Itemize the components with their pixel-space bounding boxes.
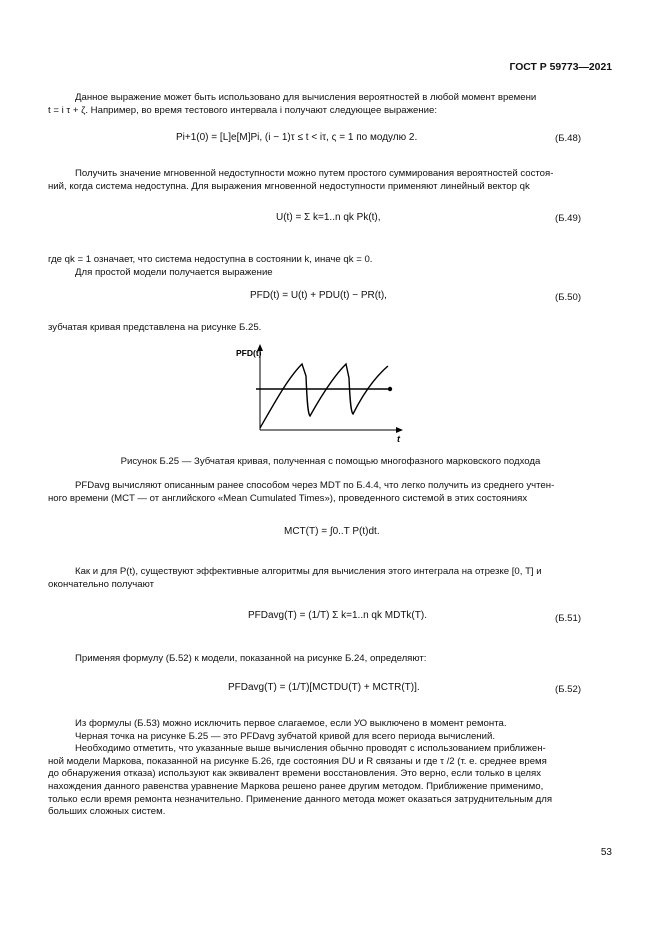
text-line: Данное выражение может быть использовано для вычисления вероятностей в любой момент времени: [75, 92, 537, 103]
average-point: [388, 387, 392, 391]
equation-text: PFD(t) = U(t) + PDU(t) − PR(t),: [250, 290, 387, 301]
equation-number-b48: (Б.48): [555, 133, 582, 144]
equation-text: MCT(T) = ∫0..T P(t)dt.: [284, 526, 380, 537]
text-line: Получить значение мгновенной недоступности можно путем простого суммирования вероятностей состоя-: [75, 168, 554, 179]
text-line: только если время ремонта незначительно. Применение данного метода может оказаться затруднительным для: [48, 793, 553, 805]
equation-text: PFDavg(T) = (1/T)[MCTDU(T) + MCTR(T)].: [228, 682, 420, 693]
equation-text: Pi+1(0) = [L]e[M]Pi, (i − 1)τ ≤ t < iτ, ς = 1 по модулю 2.: [176, 132, 418, 143]
document-header: ГОСТ Р 59773—2021: [509, 62, 612, 73]
equation-mct: [284, 526, 380, 537]
equation-b51: [248, 610, 427, 621]
equation-text: U(t) = Σ k=1..n qk Pk(t),: [276, 212, 381, 223]
paragraph-sawtooth-ref: зубчатая кривая представлена на рисунке Б.25.: [48, 322, 262, 333]
text-line: больших сложных систем.: [48, 806, 166, 818]
text-line: Как и для P(t), существуют эффективные алгоритмы для вычисления этого интеграла на отрезке [0, T] и: [75, 566, 542, 577]
text-line: t = i τ + ζ. Например, во время тестового интервала i получают следующее выражение:: [48, 104, 438, 116]
paragraph-unavailability: [48, 168, 614, 193]
equation-number-b49: (Б.49): [555, 213, 582, 224]
text-line: ной модели Маркова, показанной на рисунке Б.26, где состояния DU и R связаны и где τ /2 (т. е. среднее время: [48, 755, 547, 767]
equation-number-b51: (Б.51): [555, 613, 582, 624]
paragraph-algorithms: [48, 566, 614, 591]
equation-b48: [176, 132, 417, 143]
paragraph-pfdavg: [48, 480, 614, 505]
paragraph-apply-formula: Применяя формулу (Б.52) к модели, показанной на рисунке Б.24, определяют:: [75, 653, 427, 664]
text-line: Из формулы (Б.53) можно исключить первое слагаемое, если УО выключено в момент ремонта.: [75, 718, 507, 729]
text-line: до обнаружения отказа) используют как эквивалент времени восстановления. Это верно, если только в целях: [48, 768, 542, 780]
text-line: Черная точка на рисунке Б.25 — это PFDavg зубчатой кривой для всего периода вычислений.: [75, 730, 495, 742]
page-number: 53: [600, 847, 612, 858]
x-axis-arrow: [396, 427, 403, 433]
equation-number-b52: (Б.52): [555, 684, 582, 695]
equation-number-b50: (Б.50): [555, 292, 582, 303]
paragraph-qk-meaning: где qk = 1 означает, что система недоступна в состоянии k, иначе qk = 0.: [48, 254, 373, 265]
y-axis-label: PFD(t): [236, 348, 262, 358]
paragraph-conclusion: [48, 718, 614, 819]
equation-text: PFDavg(T) = (1/T) Σ k=1..n qk MDTk(T).: [248, 610, 427, 621]
sawtooth-figure: [236, 340, 410, 446]
text-line: Необходимо отметить, что указанные выше вычисления обычно проводят с использованием приближен-: [75, 743, 546, 755]
paragraph-intro: [48, 92, 614, 117]
text-line: PFDavg вычисляют описанным ранее способом через MDT по Б.4.4, что легко получить из среднего учтен-: [75, 480, 555, 491]
text-line: окончательно получают: [48, 578, 155, 590]
text-line: нахождения данного равенства уравнение Маркова решено ранее другим методом. Приближение применимо,: [48, 780, 544, 792]
paragraph-simple-model: Для простой модели получается выражение: [75, 267, 273, 278]
figure-caption: Рисунок Б.25 — Зубчатая кривая, полученная с помощью многофазного марковского подхода: [120, 456, 541, 467]
text-line: ний, когда система недоступна. Для выражения мгновенной недоступности применяют линейный вектор qk: [48, 180, 530, 192]
x-axis-label: t: [397, 434, 400, 444]
equation-b50: [250, 290, 387, 301]
sawtooth-curve: [260, 364, 388, 428]
equation-b49: [276, 212, 381, 223]
equation-b52: [228, 682, 420, 693]
text-line: ного времени (MCT — от английского «Mean Cumulated Times»), проведенного системой в этих состояниях: [48, 492, 528, 504]
